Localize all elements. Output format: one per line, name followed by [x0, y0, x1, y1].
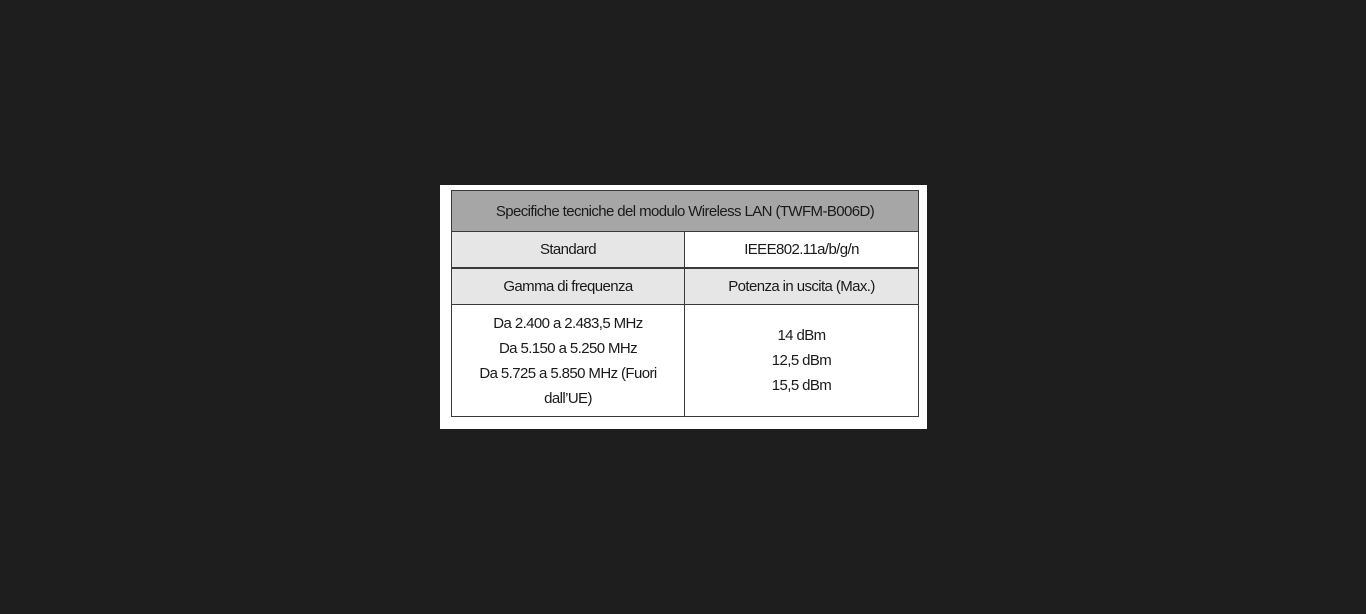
output-power-item: 12,5 dBm [771, 352, 832, 369]
frequency-range-item: Da 2.400 a 2.483,5 MHz [493, 314, 643, 332]
standard-value: IEEE802.11a/b/g/n [685, 232, 919, 269]
table-row [452, 305, 919, 417]
frequency-range-header: Gamma di frequenza [452, 268, 685, 305]
standard-label: Standard [452, 232, 685, 269]
table-row [452, 232, 919, 269]
output-power-cell [685, 305, 919, 417]
wireless-spec-table [451, 190, 919, 417]
output-power-header: Potenza in uscita (Max.) [685, 268, 919, 305]
output-power-item: 15,5 dBm [771, 377, 832, 394]
frequency-range-item: Da 5.725 a 5.850 MHz (Fuori dall’UE) [479, 364, 657, 407]
output-power-item: 14 dBm [777, 327, 826, 344]
table-title: Specifiche tecniche del modulo Wireless LAN (TWFM-B006D) [452, 191, 919, 232]
table-row [452, 268, 919, 305]
spec-table-image [440, 185, 927, 429]
frequency-range-item: Da 5.150 a 5.250 MHz [498, 339, 638, 357]
frequency-range-cell [452, 305, 685, 417]
